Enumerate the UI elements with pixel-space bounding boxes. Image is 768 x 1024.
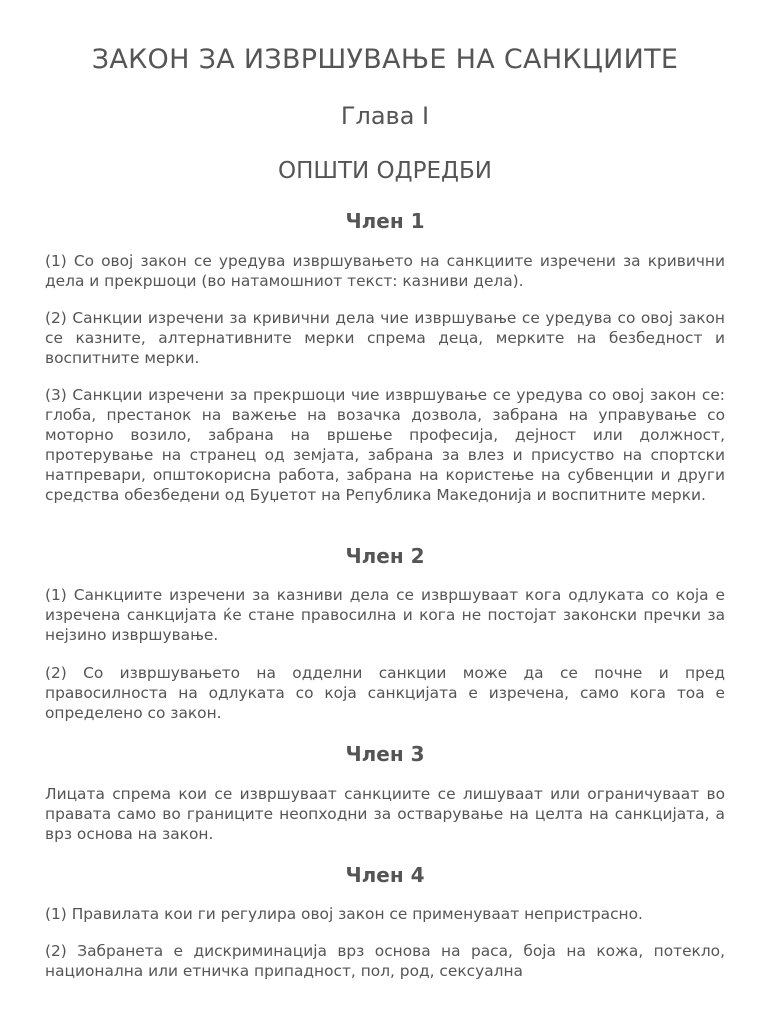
article-1-paragraph-1: (1) Со овој закон се уредува извршувањето на санкциите изречени за кривични дела и прекршоци (во натамошниот текст: казниви дела). [45,252,725,290]
article-heading-2: Член 2 [345,544,425,568]
document-title: ЗАКОН ЗА ИЗВРШУВАЊЕ НА САНКЦИИТЕ [91,44,679,75]
article-2-paragraph-1: (1) Санкциите изречени за казниви дела се извршуваат кога одлуката со која е изречена санкцијата ќе стане правосилна и кога не постојат законски пречки за нејзино извршување. [45,586,725,644]
article-2-paragraph-2: (2) Со извршувањето на одделни санкции може да се почне и пред правосилноста на одлуката со која санкцијата е изречена, само кога тоа е определено со закон. [45,664,725,722]
article-3-paragraph-1: Лицата спрема кои се извршуваат санкциите се лишуваат или ограничуваат во правата само во границите неопходни за остварување на целта на санкцијата, а врз основа на закон. [45,785,725,843]
article-1-paragraph-3: (3) Санкции изречени за прекршоци чие извршување се уредува со овој закон се: глоба, престанок на важење на возачка дозвола, забрана на управување со моторно возило, забрана на вршење професија, дејност или должност, протерување на странец од земјата, забрана за влез и присуство на спортски натпревари, општокорисна работа, забрана на користење на субвенции и други средства обезбедени од Буџетот на Република Македонија и воспитните мерки. [45,386,725,504]
chapter-heading: Глава I [340,102,430,130]
article-heading-4: Член 4 [345,863,425,887]
article-4-paragraph-2: (2) Забранета е дискриминација врз основа на раса, боја на кожа, потекло, национална или етничка припадност, пол, род, сексуална [45,942,725,980]
article-heading-3: Член 3 [345,742,425,766]
article-4-paragraph-1: (1) Правилата кои ги регулира овој закон се применуваат непристрасно. [45,905,643,923]
section-heading: ОПШТИ ОДРЕДБИ [278,158,492,184]
article-heading-1: Член 1 [345,209,425,233]
article-1-paragraph-2: (2) Санкции изречени за кривични дела чие извршување се уредува со овој закон се казните, алтернативните мерки спрема деца, мерките на безбедност и воспитните мерки. [45,309,725,367]
